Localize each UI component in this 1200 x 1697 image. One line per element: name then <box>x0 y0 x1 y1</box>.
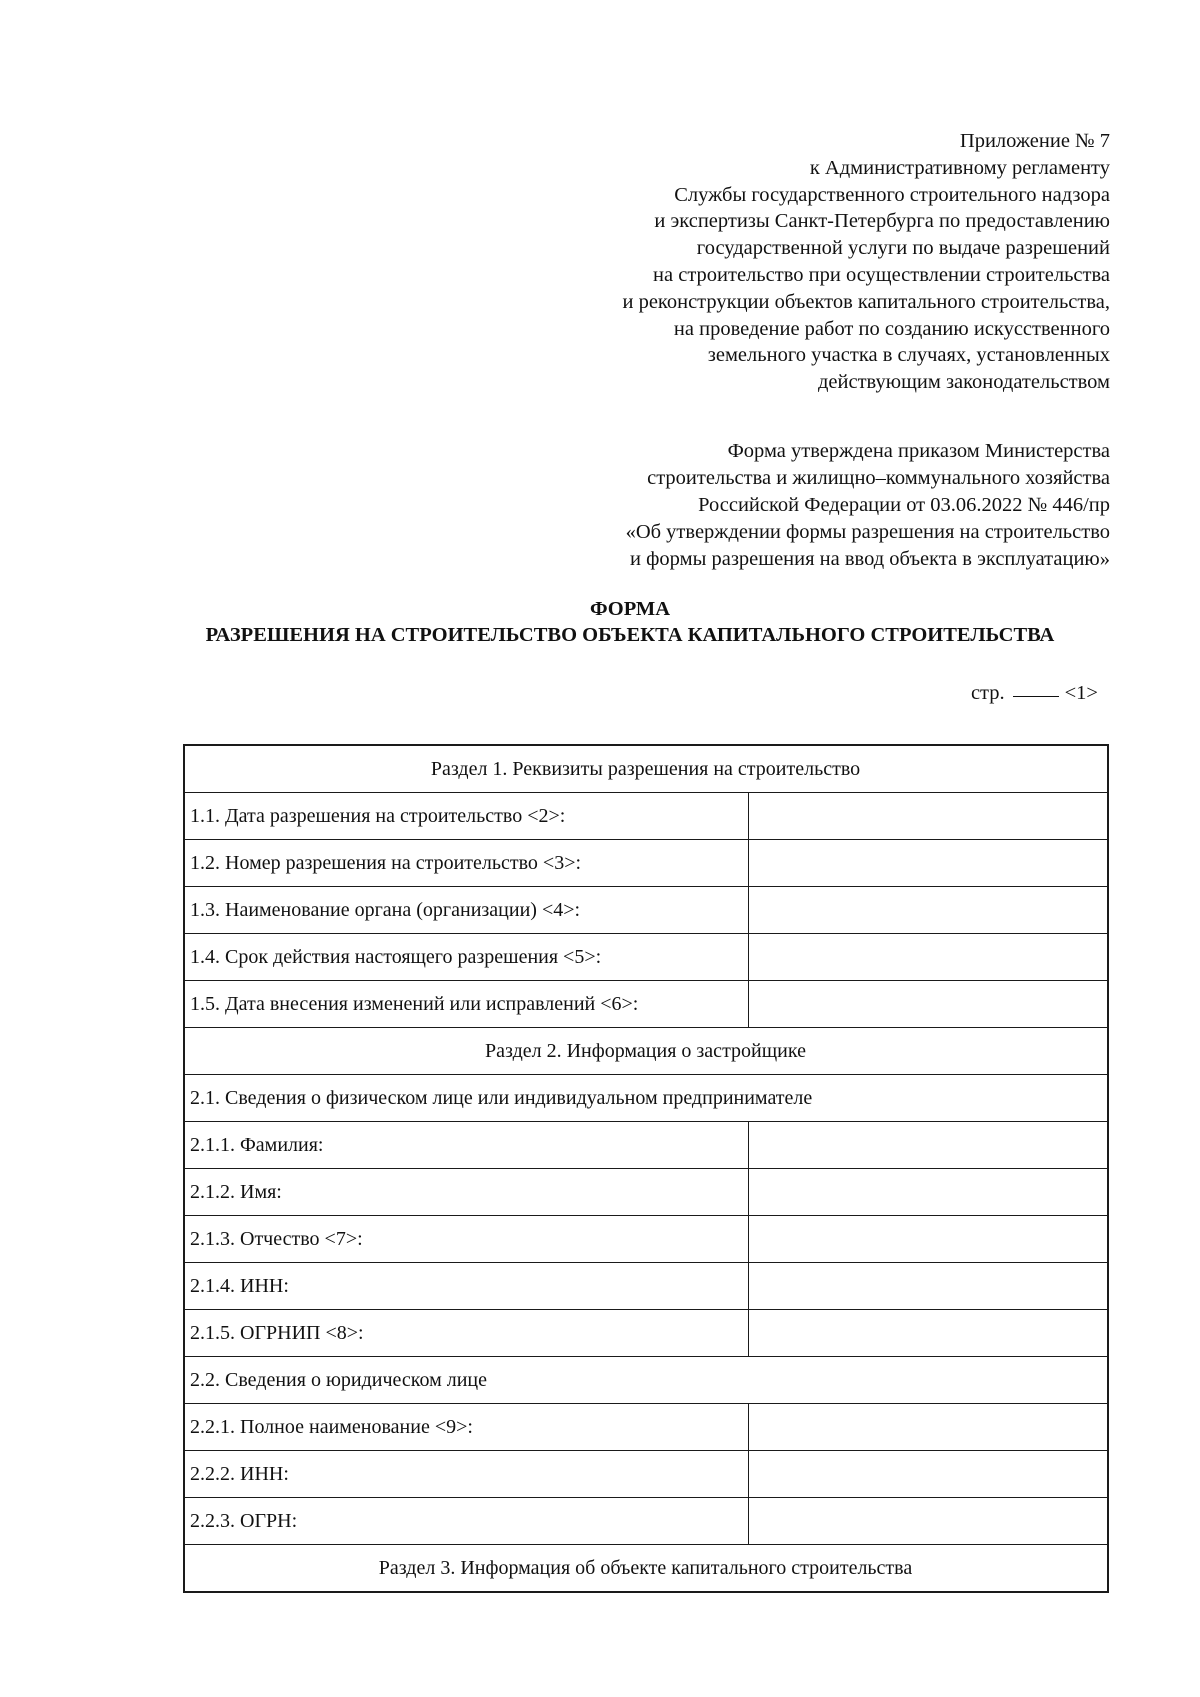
amendment-date-field[interactable] <box>748 981 1108 1028</box>
approval-line: Российской Федерации от 03.06.2022 № 446/пр <box>698 494 1110 516</box>
table-row <box>184 1169 1108 1216</box>
patronymic-field[interactable] <box>748 1216 1108 1263</box>
appendix-line: государственной услуги по выдаче разрешений <box>696 237 1110 260</box>
validity-period-field[interactable] <box>748 934 1108 981</box>
field-label: 1.1. Дата разрешения на строительство <2>: <box>184 793 748 840</box>
table-row <box>184 1498 1108 1545</box>
section-1-header: Раздел 1. Реквизиты разрешения на строительство <box>184 745 1108 793</box>
section-3-header: Раздел 3. Информация об объекте капитального строительства <box>184 1545 1108 1593</box>
table-row <box>184 1310 1108 1357</box>
page-number-suffix: <1> <box>1064 682 1098 704</box>
table-row <box>184 887 1108 934</box>
field-label: 2.1.4. ИНН: <box>184 1263 748 1310</box>
appendix-line: земельного участка в случаях, установленных <box>707 344 1110 367</box>
approval-line: строительства и жилищно–коммунального хозяйства <box>647 467 1110 489</box>
table-row <box>184 793 1108 840</box>
appendix-line: действующим законодательством <box>817 371 1110 394</box>
field-label: 2.1.3. Отчество <7>: <box>184 1216 748 1263</box>
field-label: 2.2.3. ОГРН: <box>184 1498 748 1545</box>
approval-line: Форма утверждена приказом Министерства <box>727 440 1110 462</box>
subsection-2-1-header: 2.1. Сведения о физическом лице или индивидуальном предпринимателе <box>184 1075 1108 1122</box>
table-row <box>184 934 1108 981</box>
table-row <box>184 1122 1108 1169</box>
appendix-line: на проведение работ по созданию искусственного <box>673 317 1110 340</box>
field-label: 2.1.5. ОГРНИП <8>: <box>184 1310 748 1357</box>
approval-line: «Об утверждении формы разрешения на строительство <box>625 521 1110 543</box>
appendix-line: и экспертизы Санкт-Петербурга по предоставлению <box>654 210 1110 233</box>
authority-name-field[interactable] <box>748 887 1108 934</box>
permit-number-field[interactable] <box>748 840 1108 887</box>
field-label: 2.1.1. Фамилия: <box>184 1122 748 1169</box>
approval-line: и формы разрешения на ввод объекта в эксплуатацию» <box>630 548 1110 570</box>
ogrnip-field[interactable] <box>748 1310 1108 1357</box>
appendix-line: Приложение № 7 <box>959 130 1110 152</box>
approval-block <box>470 438 1110 573</box>
table-row <box>184 1263 1108 1310</box>
field-label: 1.2. Номер разрешения на строительство <3>: <box>184 840 748 887</box>
appendix-line: Службы государственного строительного надзора <box>674 183 1110 206</box>
field-label: 2.1.2. Имя: <box>184 1169 748 1216</box>
section-header-row <box>184 1545 1108 1593</box>
subsection-header-row <box>184 1357 1108 1404</box>
page-number-blank[interactable] <box>1013 696 1059 697</box>
table-row <box>184 1404 1108 1451</box>
surname-field[interactable] <box>748 1122 1108 1169</box>
appendix-line: на строительство при осуществлении строительства <box>653 263 1110 286</box>
page-number-prefix: стр. <box>970 682 1005 704</box>
appendix-block <box>470 128 1110 396</box>
ogrn-field[interactable] <box>748 1498 1108 1545</box>
table-row <box>184 1451 1108 1498</box>
field-label: 2.2.1. Полное наименование <9>: <box>184 1404 748 1451</box>
form-title: ФОРМА <box>589 598 671 620</box>
field-label: 1.3. Наименование органа (организации) <4>: <box>184 887 748 934</box>
permit-date-field[interactable] <box>748 793 1108 840</box>
field-label: 1.5. Дата внесения изменений или исправлений <6>: <box>184 981 748 1028</box>
field-label: 1.4. Срок действия настоящего разрешения <5>: <box>184 934 748 981</box>
table-row <box>184 981 1108 1028</box>
appendix-line: к Административному регламенту <box>809 156 1110 179</box>
field-label: 2.2.2. ИНН: <box>184 1451 748 1498</box>
appendix-line: и реконструкции объектов капитального строительства, <box>622 290 1110 313</box>
section-2-header: Раздел 2. Информация о застройщике <box>184 1028 1108 1075</box>
section-header-row <box>184 1028 1108 1075</box>
permit-form-table <box>183 744 1109 1593</box>
section-header-row <box>184 745 1108 793</box>
table-row <box>184 1216 1108 1263</box>
page-number <box>971 682 1098 705</box>
form-subtitle: РАЗРЕШЕНИЯ НА СТРОИТЕЛЬСТВО ОБЪЕКТА КАПИТАЛЬНОГО СТРОИТЕЛЬСТВА <box>205 624 1055 646</box>
legal-inn-field[interactable] <box>748 1451 1108 1498</box>
table-row <box>184 840 1108 887</box>
first-name-field[interactable] <box>748 1169 1108 1216</box>
subsection-2-2-header: 2.2. Сведения о юридическом лице <box>184 1357 1108 1404</box>
full-name-field[interactable] <box>748 1404 1108 1451</box>
subsection-header-row <box>184 1075 1108 1122</box>
individual-inn-field[interactable] <box>748 1263 1108 1310</box>
